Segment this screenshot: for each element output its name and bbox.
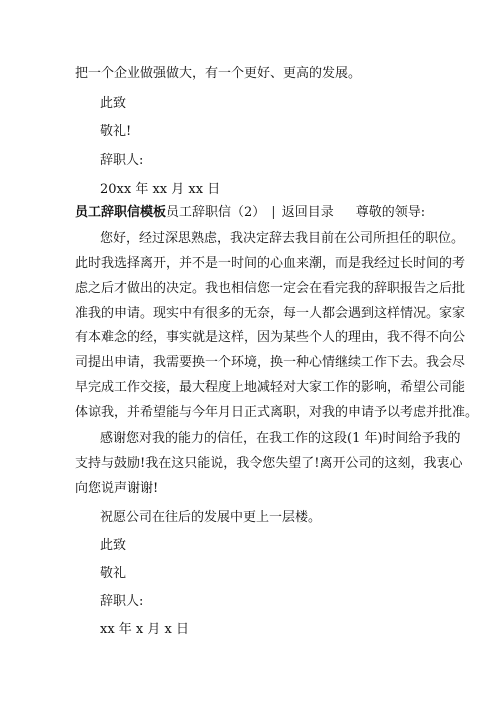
paragraph-line: 早完成工作交接，最大程度上地减轻对大家工作的影响，希望公司能: [75, 380, 466, 395]
paragraph-line: 虑之后才做出的决定。我也相信您一定会在看完我的辞职报告之后批: [75, 281, 466, 296]
paragraph-line: 支持与鼓励!我在这只能说，我令您失望了!离开公司的这刻，我衷心: [75, 456, 463, 471]
closing-text: 此致: [100, 538, 127, 553]
paragraph-line: 准我的申请。现实中有很多的无奈，每一人都会遇到这样情况。家家: [75, 306, 466, 321]
paragraph-line: 您好，经过深思熟虑，我决定辞去我目前在公司所担任的职位。: [100, 231, 465, 246]
resigner-label: 辞职人:: [100, 153, 144, 168]
paragraph-line: 司提出申请，我需要换一个环境，换一种心情继续工作下去。我会尽: [75, 355, 466, 370]
salute-text: 敬礼!: [100, 124, 132, 139]
resigner-label: 辞职人:: [100, 594, 144, 609]
closing-text: 此致: [100, 96, 127, 111]
header-row: [75, 205, 425, 221]
date-text: xx 年 x 月 x 日: [100, 622, 189, 637]
date-text: 20xx 年 xx 月 xx 日: [100, 182, 221, 197]
back-to-toc-link[interactable]: 返回目录: [281, 205, 334, 220]
carryover-line: 把一个企业做强做大，有一个更好、更高的发展。: [75, 66, 362, 81]
section-title: 员工辞职信模板: [75, 205, 167, 220]
paragraph-line: 感谢您对我的能力的信任，在我工作的这段(1 年)时间给予我的: [100, 431, 461, 446]
paragraph-line: 此时我选择离开，并不是一时间的心血来潮，而是我经过长时间的考: [75, 256, 466, 271]
wish-line: 祝愿公司在往后的发展中更上一层楼。: [100, 510, 322, 525]
nav-separator: |: [271, 205, 276, 220]
section-subtitle: 员工辞职信（2）: [166, 205, 266, 220]
greeting-text: 尊敬的领导:: [355, 205, 426, 220]
salute-text: 敬礼: [100, 566, 127, 581]
paragraph-line: 体谅我，并希望能与今年月日正式离职，对我的申请予以考虑并批准。: [75, 405, 479, 420]
paragraph-line: 向您说声谢谢!: [75, 481, 159, 496]
paragraph-line: 有本难念的经，事实就是这样，因为某些个人的理由，我不得不向公: [75, 330, 466, 345]
